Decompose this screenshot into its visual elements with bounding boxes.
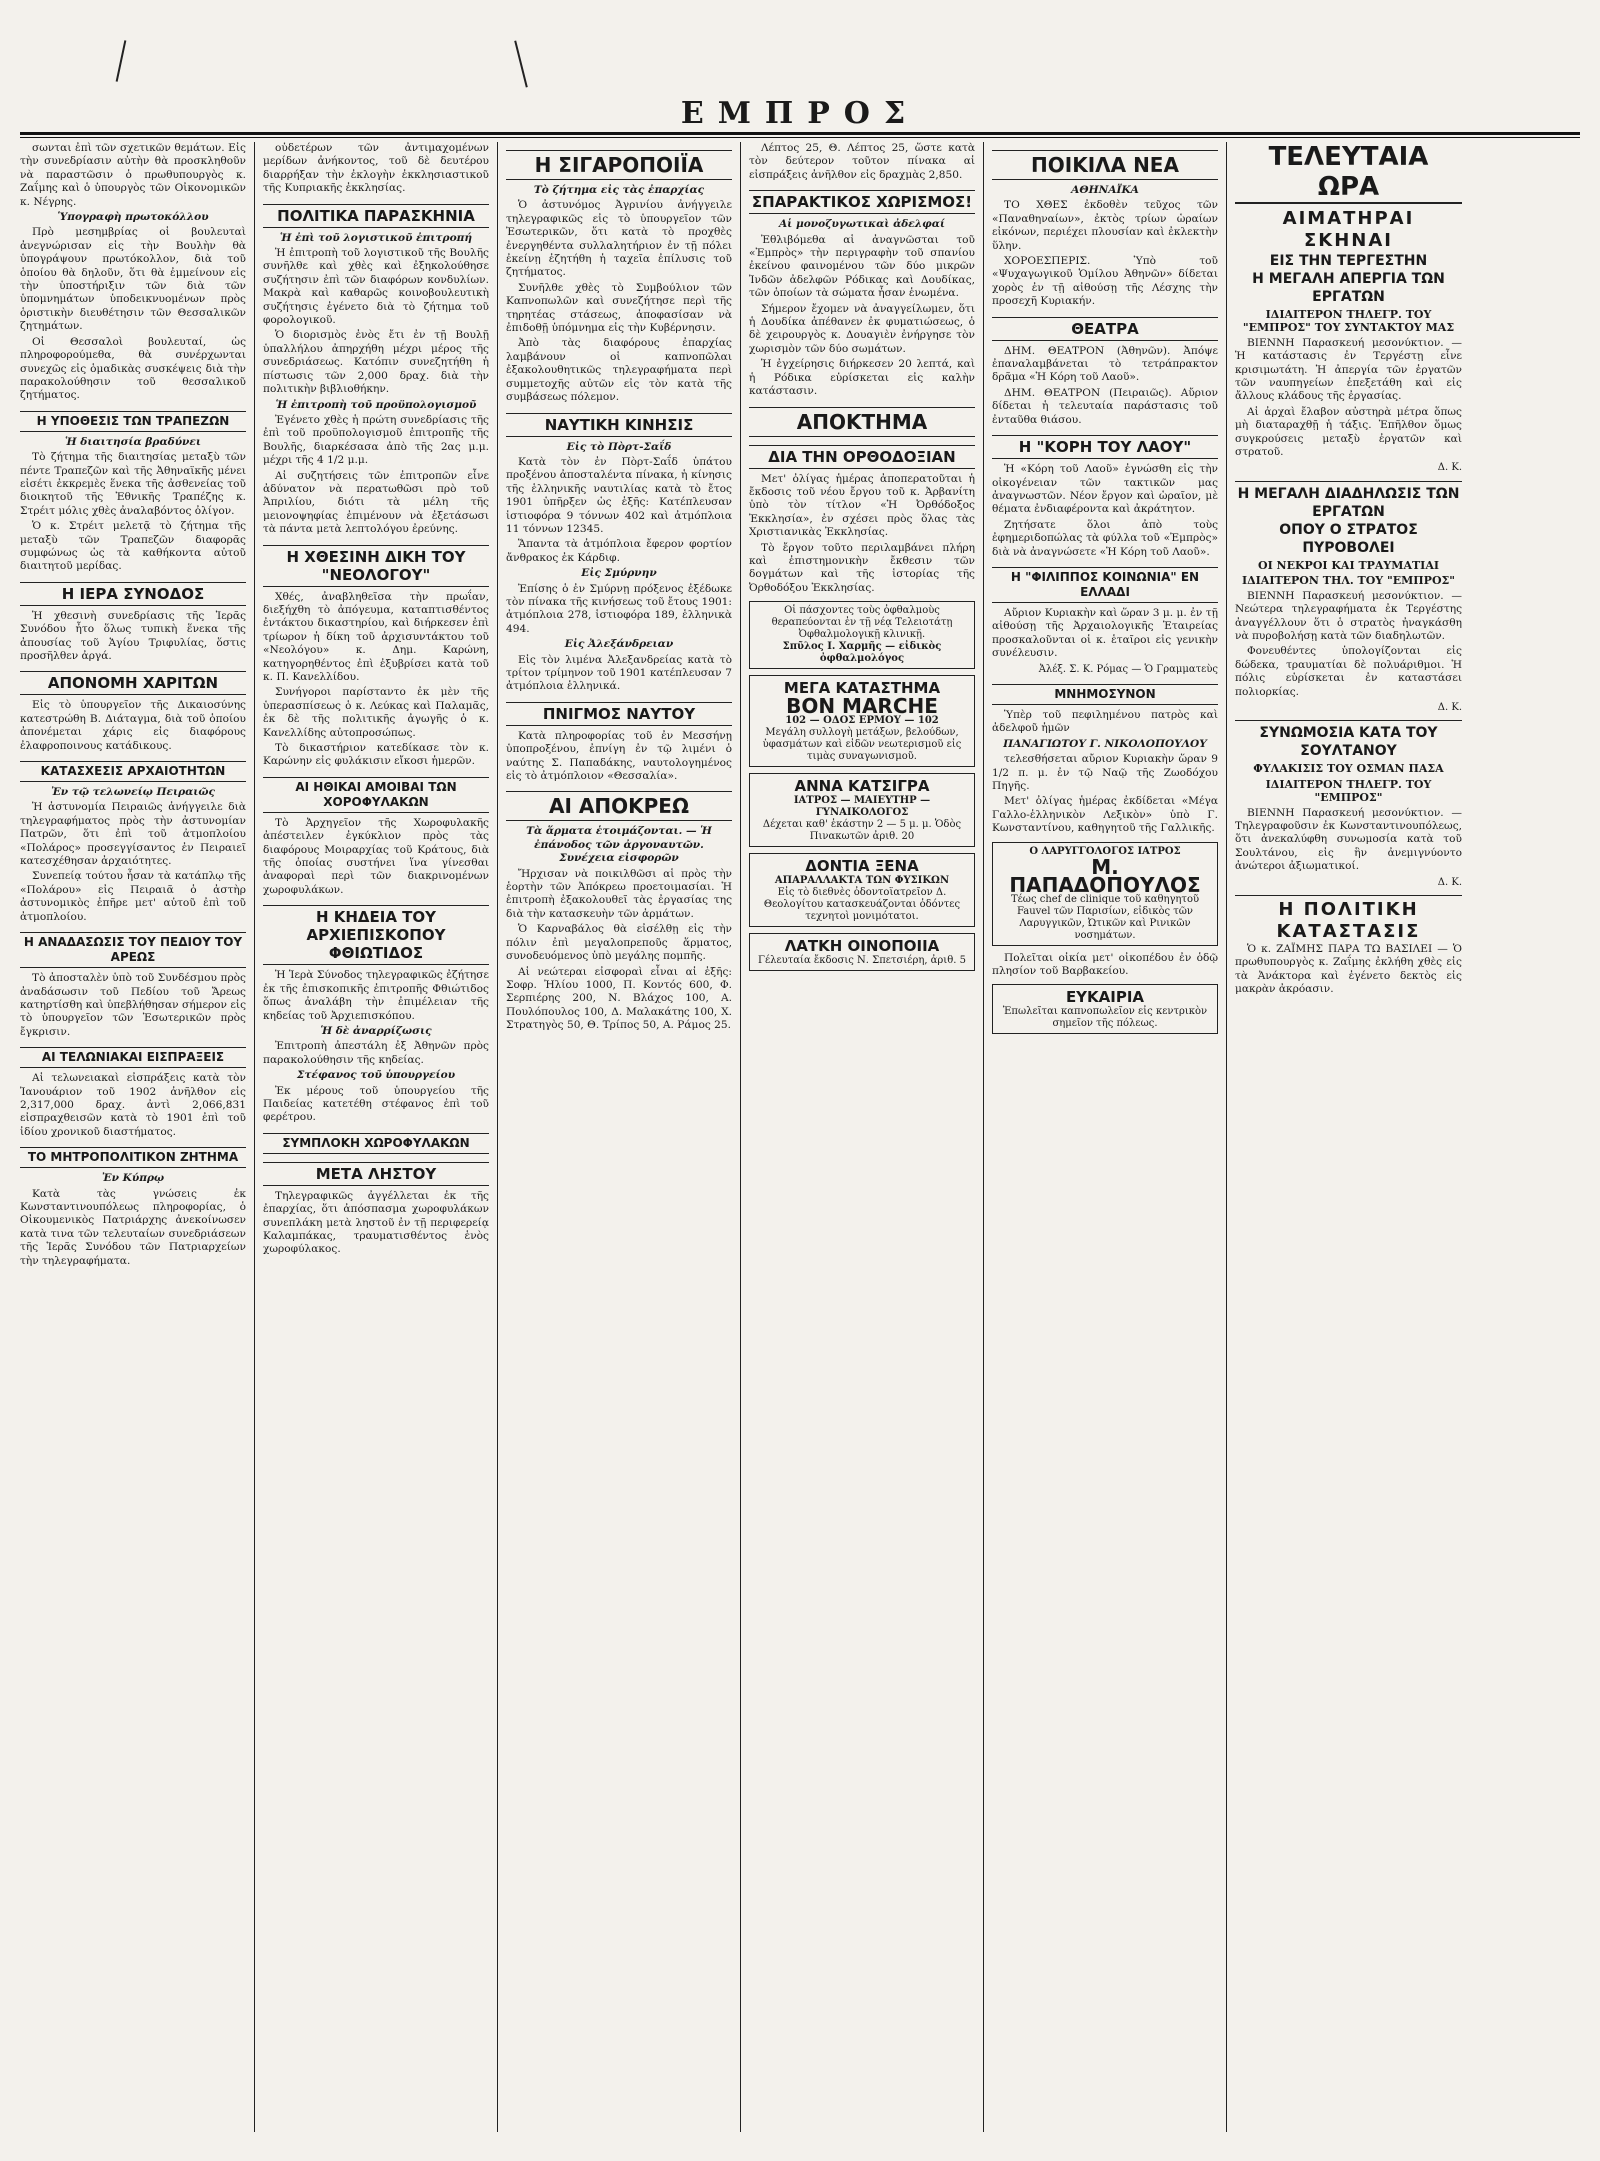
headline: ΠΟΛΙΤΙΚΑ ΠΑΡΑΣΚΗΝΙΑ: [263, 204, 489, 228]
headline: ΝΑΥΤΙΚΗ ΚΙΝΗΣΙΣ: [506, 413, 732, 437]
article-text: Ἤρχισαν νὰ ποικιλθῶσι αἱ πρὸς τὴν ἑορτὴν τῶν Ἀπόκρεω προετοιμασίαι. Ἡ ἐπιτροπὴ ἐξακολουθεῖ τὰς ἐργασίας της διὰ τὴν κατασκευὴν τῶν ἁρμάτων.: [506, 867, 732, 920]
ad-text: 102 — ΟΔΟΣ ΕΡΜΟΥ — 102: [785, 715, 939, 727]
article-text: ΔΗΜ. ΘΕΑΤΡΟΝ (Ἀθηνῶν). Ἀπόψε ἐπαναλαμβάνεται τὸ τετράπρακτον δρᾶμα «Ἡ Κόρη τοῦ Λαοῦ».: [992, 344, 1218, 384]
header-rule: [20, 132, 1580, 135]
headline: ΑΙ ΑΠΟΚΡΕΩ: [506, 791, 732, 821]
ad-text: Σπῦλος Ι. Χαρμῆς — εἰδικὸς ὀφθαλμολόγος: [782, 641, 942, 665]
article-text: Αἱ τελωνειακαὶ εἰσπράξεις κατὰ τὸν Ἰανουάριον τοῦ 1902 ἀνῆλθον εἰς 2,317,000 δραχ. ἀντὶ 2,066,831 εἰσπραχθεισῶν κατὰ τὸ 1901 ἐπὶ τοῦ ἰδίου χρονικοῦ διαστήματος.: [20, 1072, 246, 1138]
article-text: Τὸ ἔργον τοῦτο περιλαμβάνει πλήρη καὶ ἐπιστημονικὴν ἔκθεσιν τῶν δογμάτων καὶ τῆς ἱστορίας τῆς Ὀρθοδόξου Ἐκκλησίας.: [749, 541, 975, 594]
article-text: Ὁ κ. Στρέιτ μελετᾷ τὸ ζήτημα τῆς μεταξὺ τῶν Τραπεζῶν διαφορᾶς συμφώνως ὡς τὰ καθήκοντα αὐτοῦ διαιτητοῦ μερίδας.: [20, 520, 246, 573]
page-columns: [12, 142, 1588, 2132]
headline: ΑΠΟΝΟΜΗ ΧΑΡΙΤΩΝ: [20, 671, 246, 695]
advertisement-wine: [749, 933, 975, 971]
ad-text: Οἱ πάσχοντες τοὺς ὀφθαλμοὺς θεραπεύονται ἐν τῇ νέᾳ Τελειοτάτῃ Ὀφθαλμολογικῇ κλινικῇ.: [771, 605, 953, 641]
subheading: Ἐν τῷ τελωνείῳ Πειραιῶς: [51, 786, 215, 799]
article-text: Τὸ Ἀρχηγεῖον τῆς Χωροφυλακῆς ἀπέστειλεν ἐγκύκλιον πρὸς τὰς διαφόρους Μοιραρχίας τοῦ Κράτους, διὰ τῆς ὁποίας συστήνει ἵνα γίνεσθαι ἀναφοραὶ περὶ τῶν διακρινομένων χωροφυλάκων.: [263, 816, 489, 896]
article-text: Αὔριον Κυριακὴν καὶ ὥραν 3 μ. μ. ἐν τῇ αἰθούσῃ τῆς Ἀρχαιολογικῆς Ἑταιρείας προσκαλοῦνται οἱ κ. ἑταῖροι εἰς γενικὴν συνέλευσιν.: [992, 606, 1218, 660]
article-text: Σήμερον ἔχομεν νὰ ἀναγγείλωμεν, ὅτι ἡ Δουδίκα ἀπέθανεν ἐκ φυματιώσεως, ὁ δὲ χειρουργὸς κ. Δουαγιὲν ἐνήργησε τὸν χωρισμὸν τῶν δύο σωμάτων.: [749, 302, 975, 355]
ad-text: Δέχεται καθ' ἑκάστην 2 — 5 μ. μ. Ὁδὸς Πινακωτῶν ἀριθ. 20: [762, 819, 962, 843]
headline: ΟΠΟΥ Ο ΣΤΡΑΤΟΣ ΠΥΡΟΒΟΛΕΙ: [1279, 521, 1418, 556]
article-text: ΒΙΕΝΝΗ Παρασκευή μεσονύκτιον. — Νεώτερα τηλεγραφήματα ἐκ Τεργέστης ἀναγγέλλουν ὅτι ὁ στρατὸς ἠναγκάσθη νὰ πυροβολήσῃ κατὰ τῶν διαδηλωτῶν.: [1235, 589, 1462, 642]
headline: Η ΜΕΓΑΛΗ ΑΠΕΡΓΙΑ ΤΩΝ ΕΡΓΑΤΩΝ: [1252, 271, 1445, 305]
top-marks: [0, 40, 1600, 100]
article-text: Ἐκ μέρους τοῦ ὑπουργείου τῆς Παιδείας κατετέθη στέφανος ἐπὶ τοῦ φερέτρου.: [263, 1084, 489, 1124]
article-text: Μετ' ὀλίγας ἡμέρας ἐκδίδεται «Μέγα Γαλλο-ἑλληνικὸν Λεξικὸν» ὑπὸ Γ. Κωνσταντίνου, καθηγητοῦ τῆς Γαλλικῆς.: [992, 795, 1218, 835]
subheading: Στέφανος τοῦ ὑπουργείου: [296, 1069, 456, 1082]
dispatch-label: ΦΥΛΑΚΙΣΙΣ ΤΟΥ ΟΣΜΑΝ ΠΑΣΑ: [1253, 762, 1444, 776]
article-text: Εἰς τὸν λιμένα Ἀλεξανδρείας κατὰ τὸ τρίτον τρίμηνον τοῦ 1901 κατέπλευσαν 7 ἀτμόπλοια ἑλληνικά.: [506, 653, 732, 693]
ad-title: ΔΟΝΤΙΑ ΞΕΝΑ: [805, 857, 919, 876]
article-text: Φονευθέντες ὑπολογίζονται εἰς δώδεκα, τραυματίαι δὲ πολυάριθμοι. Ἡ πόλις εὑρίσκεται ἐν καταστάσει πολιορκίας.: [1235, 645, 1462, 698]
pen-mark-right: [514, 40, 528, 87]
headline: ΜΝΗΜΟΣΥΝΟΝ: [992, 684, 1218, 705]
advertisement-ophthalmology: [749, 601, 975, 669]
article-text: Ὁ Καρναβάλος θὰ εἰσέλθῃ εἰς τὴν πόλιν ἐπὶ μεγαλοπρεποῦς ἅρματος, συνοδευόμενος ὑπὸ μεγάλης πομπῆς.: [506, 923, 732, 963]
ad-text: Τέως chef de clinique τοῦ καθηγητοῦ Fauvel τῶν Παρισίων, εἰδικὸς τῶν Λαρυγγικῶν, Ὠτικῶν καὶ Ρινικῶν νοσημάτων.: [1010, 893, 1200, 941]
article-text: Τὸ ἀποσταλὲν ὑπὸ τοῦ Συνδέσμου πρὸς ἀναδάσωσιν τοῦ Πεδίου τοῦ Ἄρεως κατηρτίσθη καὶ ὑπεβλήθησαν σήμερον εἰς τὸ ὑπουργεῖον τῶν Ἐσωτερικῶν πρὸς ἔγκρισιν.: [20, 972, 246, 1038]
subheading: Αἱ μονοζυγωτικαὶ ἀδελφαί: [778, 218, 946, 231]
article-text: Ἐπίσης ὁ ἐν Σμύρνῃ πρόξενος ἐξέδωκε τὸν πίνακα τῆς κινήσεως τοῦ ἔτους 1901: ἀτμόπλοια 278, ἱστιοφόρα 189, ἑλληνικὰ 494.: [506, 582, 732, 635]
article-text: Τὸ ζήτημα τῆς διαιτησίας μεταξὺ τῶν πέντε Τραπεζῶν καὶ τῆς Ἀθηναϊκῆς μένει εἰσέτι ἐκκρεμὲς ἕνεκα τῆς ἀσθενείας τοῦ διοικητοῦ τῆς Ἐθνικῆς Τραπέζης κ. Στρέιτ μόλις χθὲς ἀναλαβόντος ὀλίγον.: [20, 451, 246, 517]
dispatch-label: ΟΙ ΝΕΚΡΟΙ ΚΑΙ ΤΡΑΥΜΑΤΙΑΙ: [1257, 558, 1440, 572]
headline-last-hour: ΤΕΛΕΥΤΑΙΑ ΩΡΑ: [1235, 142, 1462, 204]
headline: ΔΙΑ ΤΗΝ ΟΡΘΟΔΟΞΙΑΝ: [749, 445, 975, 469]
ad-title: ΕΥΚΑΙΡΙΑ: [1065, 988, 1145, 1007]
subheading: Εἰς Ἀλεξάνδρειαν: [564, 638, 674, 651]
article-text: Ὁ κ. ΖΑΪΜΗΣ ΠΑΡΑ ΤΩ ΒΑΣΙΛΕΙ — Ὁ πρωθυπουργὸς κ. Ζαΐμης ἐκλήθη χθὲς εἰς τὰ Ἀνάκτορα καὶ ἐγένετο δεκτὸς εἰς μακρὰν ἀκρόασιν.: [1235, 943, 1462, 996]
headline: ΣΥΜΠΛΟΚΗ ΧΩΡΟΦΥΛΑΚΩΝ: [263, 1133, 489, 1154]
ad-title: ΑΝΝΑ ΚΑΤΣΙΓΡΑ: [794, 777, 930, 796]
headline: ΜΕΤΑ ΛΗΣΤΟΥ: [263, 1162, 489, 1186]
article-text: Ζητήσατε ὅλοι ἀπὸ τοὺς ἐφημεριδοπώλας τὰ φύλλα τοῦ «Ἐμπρὸς» διὰ νὰ ἀναγνώσετε «Ἡ Κόρη τοῦ Λαοῦ».: [992, 518, 1218, 558]
article-text: Πολεῖται οἰκία μετ' οἰκοπέδου ἐν ὁδῷ πλησίον τοῦ Βαρβακείου.: [992, 951, 1218, 978]
article-text: Οἱ Θεσσαλοὶ βουλευταί, ὡς πληροφορούμεθα, θὰ συνέρχωνται συνεχῶς εἰς ὁμαδικὰς συσκέψεις διὰ τὴν παρακολούθησιν τοῦ θεσσαλικοῦ ζητήματος.: [20, 335, 246, 402]
dispatch-label: ΙΔΙΑΙΤΕΡΟΝ ΤΗΛΕΓΡ. ΤΟΥ "ΕΜΠΡΟΣ" ΤΟΥ ΣΥΝΤΑΚΤΟΥ ΜΑΣ: [1242, 308, 1455, 335]
article-text: ΤΟ ΧΘΕΣ ἐκδοθὲν τεῦχος τῶν «Παναθηναίων», ἐκτὸς τρίων ὡραίων εἰκόνων, περιέχει πλουσίαν καὶ ἐκλεκτὴν ὕλην.: [992, 199, 1218, 252]
article-text: Συνῆλθε χθὲς τὸ Συμβούλιον τῶν Καπνοπωλῶν καὶ συνεζήτησε περὶ τῆς τηρητέας στάσεως, ἀποφασίσαν νὰ ἐπιδοθῇ ὑπόμνημα εἰς τὴν Κυβέρνησιν.: [506, 281, 732, 335]
column-4: [741, 142, 984, 2132]
signature: Δ. Κ.: [1437, 876, 1462, 888]
column-6: [1227, 142, 1470, 2132]
headline: Η ΙΕΡΑ ΣΥΝΟΔΟΣ: [20, 582, 246, 606]
headline: Η ΥΠΟΘΕΣΙΣ ΤΩΝ ΤΡΑΠΕΖΩΝ: [20, 411, 246, 432]
article-text: Αἱ νεώτεραι εἰσφοραὶ εἶναι αἱ ἑξῆς: Σοφρ. Ἠλίου 1000, Π. Κοντός 600, Φ. Σερπιέρης 200, Ν. Βλάχος 100, Α. Πουλόπουλος 100, Δ. Μαλακάτης 100, Χ. Στρατηγὸς 50, Θ. Τρίπος 50, Α. Ράμος 25.: [506, 965, 732, 1032]
ad-text: Γέλευταία ἔκδοσις Ν. Σπετσιέρη, ἀριθ. 5: [758, 955, 966, 967]
column-2: [255, 142, 498, 2132]
headline: Η ΚΗΔΕΙΑ ΤΟΥ ΑΡΧΙΕΠΙΣΚΟΠΟΥ ΦΘΙΩΤΙΔΟΣ: [263, 905, 489, 965]
advertisement-doctor: [749, 773, 975, 847]
ad-title: BON MARCHE: [786, 694, 938, 719]
advertisement-laryngologist: [992, 842, 1218, 946]
article-text: Συνήγοροι παρίσταντο ἐκ μὲν τῆς ὑπερασπίσεως ὁ κ. Λεύκας καὶ Παλαμᾶς, ἐκ δὲ τῆς πολιτικῆς ἀγωγῆς ὁ κ. Κανελλίδης αὐτοπροσώπως.: [263, 686, 489, 739]
advertisement-dentures: [749, 853, 975, 927]
headline: ΠΝΙΓΜΟΣ ΝΑΥΤΟΥ: [506, 702, 732, 726]
column-3: [498, 142, 741, 2132]
article-text: Λέπτος 25, Θ. Λέπτος 25, ὥστε κατὰ τὸν δεύτερον τοῦτον πίνακα αἱ εἰσπράξεις ἀνῆλθον εἰς δραχμὰς 2,850.: [749, 142, 975, 181]
subheading: Ἐν Κύπρῳ: [101, 1172, 165, 1185]
pen-mark-left: [116, 40, 127, 81]
article-text: σωνται ἐπὶ τῶν σχετικῶν θεμάτων. Εἰς τὴν συνεδρίασιν αὐτὴν θὰ προσκληθοῦν νὰ παραστῶσιν ὁ πρωθυπουργὸς κ. Ζαΐμης καὶ ὁ ὑπουργὸς τῶν Οἰκονομικῶν κ. Νέγρης.: [20, 142, 246, 208]
article-text: Ἡ χθεσινὴ συνεδρίασις τῆς Ἱερᾶς Συνόδου ἦτο ὅλως τυπικὴ ἕνεκα τῆς ἀπουσίας τοῦ Ἁγίου Τριφυλίας, ὅστις προσῆλθεν ἀργά.: [20, 609, 246, 662]
newspaper-masthead: ΕΜΠΡΟΣ: [680, 96, 920, 131]
ad-text: Ἐπωλεῖται καπνοπωλεῖον εἰς κεντρικὸν σημεῖον τῆς πόλεως.: [1002, 1006, 1208, 1030]
column-1: [12, 142, 255, 2132]
headline: ΑΠΟΚΤΗΜΑ: [749, 407, 975, 437]
article-text: Ὁ διορισμὸς ἐνὸς ἔτι ἐν τῇ Βουλῇ ὑπαλλήλου ἀπηρχήθη μέχρι μέρος τῆς συνεδριάσεως. Κατόπιν συνεζητήθη ἡ πίστωσις τῶν 2,000 δραχ. διὰ τὴν πολιτικὴν βιβλιοθήκην.: [263, 329, 489, 396]
article-text: ΒΙΕΝΝΗ Παρασκευή μεσονύκτιον. — Τηλεγραφοῦσιν ἐκ Κωνσταντινουπόλεως, ὅτι ἀνεκαλύφθη συνωμοσία κατὰ τοῦ Σουλτάνου, εἰς ἣν ἀνεμιγνύοντο ἀνώτεροι ἀξιωματικοί.: [1235, 806, 1462, 873]
ad-title: Μ. ΠΑΠΑΔΟΠΟΥΛΟΣ: [1009, 854, 1201, 897]
article-text: Ἡ ἐγχείρησις διήρκεσεν 20 λεπτά, καὶ ἡ Ρόδικα εὑρίσκεται εἰς καλὴν κατάστασιν.: [749, 358, 975, 398]
article-text: Ὑπὲρ τοῦ πεφιλημένου πατρὸς καὶ ἀδελφοῦ ἡμῶν: [992, 708, 1218, 735]
article-text: Ἡ ἀστυνομία Πειραιῶς ἀνήγγειλε διὰ τηλεγραφήματος πρὸς τὴν ἀστυνομίαν Πατρῶν, ὅτι ἐπὶ τοῦ ἀτμοπλοίου «Πολάρος» προσεγγίσαντος ἐν Πειραιεῖ κατεσχέθησαν ἀρχαιότητες.: [20, 801, 246, 868]
article-text: Μετ' ὀλίγας ἡμέρας ἀποπερατοῦται ἡ ἔκδοσις τοῦ νέου ἔργου τοῦ κ. Ἀρβανίτη ὑπὸ τὸν τίτλον «Ἡ Ὀρθόδοξος Ἐκκλησία», ἐν σχέσει πρὸς ὅλας τὰς Χριστιανικὰς Ἐκκλησίας.: [749, 472, 975, 539]
article-text: Ἅπαντα τὰ ἀτμόπλοια ἔφερον φορτίον ἄνθρακος ἐκ Κάρδιφ.: [506, 538, 732, 564]
ad-text: ΙΑΤΡΟΣ — ΜΑΙΕΥΤΗΡ — ΓΥΝΑΙΚΟΛΟΓΟΣ: [793, 795, 931, 819]
subheading: Ἡ ἐπὶ τοῦ λογιστικοῦ ἐπιτροπή: [279, 231, 473, 244]
subheading: Εἰς Σμύρνην: [581, 567, 657, 580]
article-text: ΒΙΕΝΝΗ Παρασκευή μεσονύκτιον. — Ἡ κατάστασις ἐν Τεργέστῃ εἶνε κρισιμωτάτη. Ἡ ἀπεργία τῶν ἐργατῶν τῶν ναυπηγείων ἐπεξετάθη καὶ εἰς ἄλλους κλάδους τῆς ἐργασίας.: [1235, 336, 1462, 403]
ad-text: ΑΠΑΡΑΛΛΑΚΤΑ ΤΩΝ ΦΥΣΙΚΩΝ: [774, 875, 950, 887]
article-text: Πρὸ μεσημβρίας οἱ βουλευταὶ ἀνεγνώρισαν εἰς τὴν Βουλὴν θὰ ὑπογράψουν πρωτόκολλον, διὰ τοῦ ὁποίου θὰ δηλοῦν, ὅτι θὰ ἐμμείνουν εἰς τὴν ὑποστήριξιν τῶν διὰ τῶν ὑπομνημάτων ὑποδεικνυομένων πρὸς ὁριστικὴν διευθέτησιν τῶν Θεσσαλικῶν ζητημάτων.: [20, 226, 246, 333]
headline: ΣΠΑΡΑΚΤΙΚΟΣ ΧΩΡΙΣΜΟΣ!: [749, 190, 975, 214]
subheading: Ὑπογραφὴ πρωτοκόλλου: [57, 211, 209, 224]
subheading: Ἡ διαιτησία βραδύνει: [65, 435, 201, 448]
ad-text: Μεγάλη συλλογὴ μετάξων, βελούδων, ὑφασμάτων καὶ εἰδῶν νεωτερισμοῦ εἰς τιμὰς συναγωνισμοῦ.: [762, 727, 962, 763]
article-text: ΔΗΜ. ΘΕΑΤΡΟΝ (Πειραιῶς). Αὔριον δίδεται ἡ τελευταία παράστασις τοῦ ἐνταῦθα θιάσου.: [992, 386, 1218, 426]
ad-text: Εἰς τὸ διεθνὲς ὀδοντοϊατρεῖον Δ. Θεολογίτου κατασκευάζονται ὀδόντες τεχνητοὶ μονιμότατοι.: [763, 887, 961, 923]
headline: Η "ΚΟΡΗ ΤΟΥ ΛΑΟΥ": [992, 435, 1218, 459]
header-rule-thin: [20, 137, 1580, 138]
subheading: Τὰ ἅρματα ἑτοιμάζονται. — Ἡ ἐπάνοδος τῶν ἀργοναυτῶν. Συνέχεια εἰσφορῶν: [526, 825, 712, 865]
headline: Η ΠΟΛΙΤΙΚΗ ΚΑΤΑΣΤΑΣΙΣ: [1235, 895, 1462, 943]
signature: Ἀλέξ. Σ. Κ. Ρόμας — Ὁ Γραμματεὺς: [1038, 663, 1218, 675]
ad-title: ΛΑΤΚΗ ΟΙΝΟΠΟΙΙΑ: [784, 937, 940, 956]
article-text: Τηλεγραφικῶς ἀγγέλλεται ἐκ τῆς ἐπαρχίας, ὅτι ἀπόσπασμα χωροφυλάκων συνεπλάκη μετὰ ληστοῦ ἐν τῇ περιφερείᾳ Καλαμπάκας, τραυματισθέντος ἑνὸς χωροφύλακος.: [263, 1189, 489, 1256]
headline: ΚΑΤΑΣΧΕΣΙΣ ΑΡΧΑΙΟΤΗΤΩΝ: [20, 761, 246, 782]
article-text: Εἰς τὸ ὑπουργεῖον τῆς Δικαιοσύνης κατεστρώθη Β. Διάταγμα, διὰ τοῦ ὁποίου ἀπονέμεται χάρις εἰς διαφόρους ἐλαφροποινους κατάδικους.: [20, 699, 246, 752]
article-text: Αἱ συζητήσεις τῶν ἐπιτροπῶν εἶνε ἀδύνατον νὰ περατωθῶσι πρὸ τοῦ Ἀπριλίου, διότι τὰ μέλη τῆς μειονοψηφίας ἐπιμένουν νὰ ἐξετάσωσι τὰ πάντα μετὰ λεπτολόγου ἐρεύνης.: [263, 469, 489, 536]
ad-title: ΜΕΓΑ ΚΑΤΑΣΤΗΜΑ: [783, 679, 941, 698]
article-text: Ἡ Ἱερὰ Σύνοδος τηλεγραφικῶς ἐζήτησε ἐκ τῆς ἐπισκοπικῆς ἐπιτροπῆς Φθιώτιδος ὅπως ἀναλάβη τὴν ἐπιμέλειαν τῆς κηδείας τοῦ Ἀρχιεπισκόπου.: [263, 969, 489, 1022]
article-text: Αἱ ἀρχαὶ ἔλαβον αὐστηρὰ μέτρα ὅπως μὴ διαταραχθῇ ἡ τάξις. Ἐπῆλθον ὅμως συγκρούσεις μεταξὺ ἐργατῶν καὶ στρατοῦ.: [1235, 405, 1462, 459]
subheading: Εἰς τὸ Πὸρτ-Σαΐδ: [566, 440, 672, 453]
article-text: Συνεπείᾳ τούτου ἦσαν τὰ κατάπλῳ τῆς «Πολάρου» εἰς Πειραιᾶ ὁ ἀστὴρ ἀστυνομικὸς ἐπῆρε μετ' αὐτοῦ ἐπὶ τοῦ ἀτμοπλοίου.: [20, 870, 246, 923]
headline: ΑΙΜΑΤΗΡΑΙ ΣΚΗΝΑΙ: [1282, 208, 1415, 251]
article-text: Τὸ δικαστήριον κατεδίκασε τὸν κ. Καρώνην εἰς φυλάκισιν εἴκοσι ἡμερῶν.: [263, 742, 489, 768]
headline: Η "ΦΙΛΙΠΠΟΣ ΚΟΙΝΩΝΙΑ" ΕΝ ΕΛΛΑΔΙ: [992, 567, 1218, 603]
signature: Δ. Κ.: [1437, 701, 1462, 713]
article-text: Χθές, ἀναβληθεῖσα τὴν πρωΐαν, διεξήχθη τὸ ἀπόγευμα, καταπτισθέντος ἐντάκτου δικαστηρίου, καὶ διήρκεσεν ἐπὶ τρίωρον ἡ δίκη τοῦ ἀρχισυντάκτου τοῦ «Νεολόγου» κ. Δημ. Καρώνη, κατηγορηθέντος ἐπὶ ἐξυβρίσει κατὰ τοῦ κ. Π. Κανελλίδου.: [263, 590, 489, 683]
memorial-name: ΠΑΝΑΓΙΩΤΟΥ Γ. ΝΙΚΟΛΟΠΟΥΛΟΥ: [1003, 737, 1207, 750]
column-5: [984, 142, 1227, 2132]
subheading: ΑΘΗΝΑΪΚΑ: [1071, 184, 1139, 196]
advertisement-bon-marche: [749, 675, 975, 767]
headline: Η ΣΙΓΑΡΟΠΟΙΪΑ: [506, 150, 732, 180]
article-text: Κατὰ τὸν ἐν Πὸρτ-Σαΐδ ὑπάτου προξένου ἀποσταλέντα πίνακα, ἡ κίνησις τῆς ἑλληνικῆς ναυτιλίας κατὰ τὸ ἔτος 1901 ὑπῆρξεν ὡς ἑξῆς: Κατέπλευσαν ἱστιοφόρα 9 τόννων 402 καὶ ἀτμόπλοια 11 τόννων 12345.: [506, 455, 732, 535]
article-text: Ὁ ἀστυνόμος Ἀγρινίου ἀνήγγειλε τηλεγραφικῶς εἰς τὸ ὑπουργεῖον τῶν Ἐσωτερικῶν, ὅτι κατὰ τὸ προχθὲς ἐνεργηθέντα συλλαλητήριον ἐν τῇ πόλει ἐκείνῃ ἐζητήθη ἡ ταχεῖα ἐπίλυσις τοῦ ζητήματος.: [506, 199, 732, 279]
headline: ΕΙΣ ΤΗΝ ΤΕΡΓΕΣΤΗΝ: [1269, 253, 1428, 269]
article-text: Ἐγένετο χθὲς ἡ πρώτη συνεδρίασις τῆς ἐπὶ τοῦ προϋπολογισμοῦ ἐπιτροπῆς τῆς Βουλῆς, διαρκέσασα ἀπὸ τῆς 2ας μ.μ. μέχρι τῆς 4 1/2 μ.μ.: [263, 413, 489, 467]
dispatch-label: ΙΔΙΑΙΤΕΡΟΝ ΤΗΛΕΓΡ. ΤΟΥ "ΕΜΠΡΟΣ": [1265, 777, 1432, 805]
dispatch-label: ΙΔΙΑΙΤΕΡΟΝ ΤΗΛ. ΤΟΥ "ΕΜΠΡΟΣ": [1241, 574, 1456, 588]
headline: ΑΙ ΗΘΙΚΑΙ ΑΜΟΙΒΑΙ ΤΩΝ ΧΟΡΟΦΥΛΑΚΩΝ: [263, 777, 489, 813]
subheading: Ἡ ἐπιτροπὴ τοῦ προϋπολογισμοῦ: [275, 398, 477, 411]
headline: Η ΜΕΓΑΛΗ ΔΙΑΔΗΛΩΣΙΣ ΤΩΝ ΕΡΓΑΤΩΝ: [1235, 481, 1462, 521]
article-text: Κατὰ τὰς γνώσεις ἐκ Κωνσταντινουπόλεως πληροφορίας, ὁ Οἰκουμενικὸς Πατριάρχης ἀνεκοίνωσεν κατὰ τινα τῶν τελευταίων συνεδριάσεων τῆς Ἱερᾶς Συνόδου τῶν Πατριαρχείων τὴν τηλεγραφήματα.: [20, 1187, 246, 1267]
headline: Η ΑΝΑΔΑΣΩΣΙΣ ΤΟΥ ΠΕΔΙΟΥ ΤΟΥ ΑΡΕΩΣ: [20, 932, 246, 968]
headline: ΤΟ ΜΗΤΡΟΠΟΛΙΤΙΚΟΝ ΖΗΤΗΜΑ: [20, 1147, 246, 1168]
subheading: Τὸ ζήτημα εἰς τὰς ἐπαρχίας: [533, 184, 705, 196]
article-text: Ἡ ἐπιτροπὴ τοῦ λογιστικοῦ τῆς Βουλῆς συνῆλθε καὶ χθὲς καὶ ἐξηκολούθησε συζήτησιν ἐπὶ τῶν διαφόρων κονδυλίων. Μακρὰ καὶ καθαρῶς κοινοβουλευτικὴ συζήτησις ἐγένετο διὰ τὸ ζήτημα τοῦ φορολογικοῦ.: [263, 247, 489, 327]
article-text: Ἐπιτροπὴ ἀπεστάλη ἐξ Ἀθηνῶν πρὸς παρακολούθησιν τῆς κηδείας.: [263, 1040, 489, 1066]
headline: Η ΧΘΕΣΙΝΗ ΔΙΚΗ ΤΟΥ "ΝΕΟΛΟΓΟΥ": [263, 545, 489, 587]
article-text: οὐδετέρων τῶν ἀντιμαχομένων μερίδων ἀνήκοντος, τοῦ δὲ δευτέρου διαρρήξαν τὴν ἐκλογὴν ἐκκλησιαστικοῦ τῆς Κυπριακῆς ἐκκλησίας.: [263, 142, 489, 195]
article-text: Ἐθλιβόμεθα αἱ ἀναγνῶσται τοῦ «Ἐμπρὸς» τὴν περιγραφὴν τοῦ σπανίου ἐκείνου φαινομένου τῶν δύο μικρῶν Ἰνδῶν ἀδελφῶν Ρόδικας καὶ Δουδίκας, τῶν ὁποίων τὰ σώματα ἦσαν ἑνωμένα.: [749, 233, 975, 300]
article-text: Κατὰ πληροφορίας τοῦ ἐν Μεσσήνῃ ὑποπροξένου, ἐπνίγη ἐν τῷ λιμένι ὁ ναύτης Σ. Παπαδάκης, ναυτολογημένος εἰς τὸ ἀτμόπλοιον «Θεσσαλία».: [506, 729, 732, 783]
article-text: ΧΟΡΟΕΣΠΕΡΙΣ. Ὑπὸ τοῦ «Ψυχαγωγικοῦ Ὁμίλου Ἀθηνῶν» δίδεται χορὸς ἐν τῇ αἰθούσῃ τῆς Λέσχης τὴν προσεχῆ Κυριακήν.: [992, 255, 1218, 308]
article-text: Ἡ «Κόρη τοῦ Λαοῦ» ἐγνώσθη εἰς τὴν οἰκογένειαν τῶν τακτικῶν μας ἀναγνωστῶν. Νέον ἔργον καὶ ὡραῖον, μὲ θέματα ἐνδιαφέροντα καὶ ἀκράτητον.: [992, 463, 1218, 516]
article-text: Ἀπὸ τὰς διαφόρους ἐπαρχίας λαμβάνουν οἱ καπνοπῶλαι ἐξακολουθητικῶς τηλεγραφήματα περὶ συμμετοχῆς αὐτῶν εἰς τὸν κατὰ τῆς συμβάσεως πόλεμον.: [506, 337, 732, 404]
article-text: τελεσθήσεται αὔριον Κυριακὴν ὥραν 9 1/2 π. μ. ἐν τῷ Ναῷ τῆς Ζωοδόχου Πηγῆς.: [992, 753, 1218, 792]
signature: Δ. Κ.: [1437, 462, 1462, 474]
headline: ΘΕΑΤΡΑ: [992, 317, 1218, 341]
ad-text: Ο ΛΑΡΥΓΓΟΛΟΓΟΣ ΙΑΤΡΟΣ: [1029, 845, 1181, 857]
headline: ΣΥΝΩΜΟΣΙΑ ΚΑΤΑ ΤΟΥ ΣΟΥΛΤΑΝΟΥ: [1235, 720, 1462, 760]
headline: ΑΙ ΤΕΛΩΝΙΑΚΑΙ ΕΙΣΠΡΑΞΕΙΣ: [20, 1047, 246, 1068]
advertisement-opportunity: [992, 984, 1218, 1034]
subheading: Ἡ δὲ ἀναρρίζωσις: [320, 1024, 432, 1037]
headline: ΠΟΙΚΙΛΑ ΝΕΑ: [992, 150, 1218, 180]
